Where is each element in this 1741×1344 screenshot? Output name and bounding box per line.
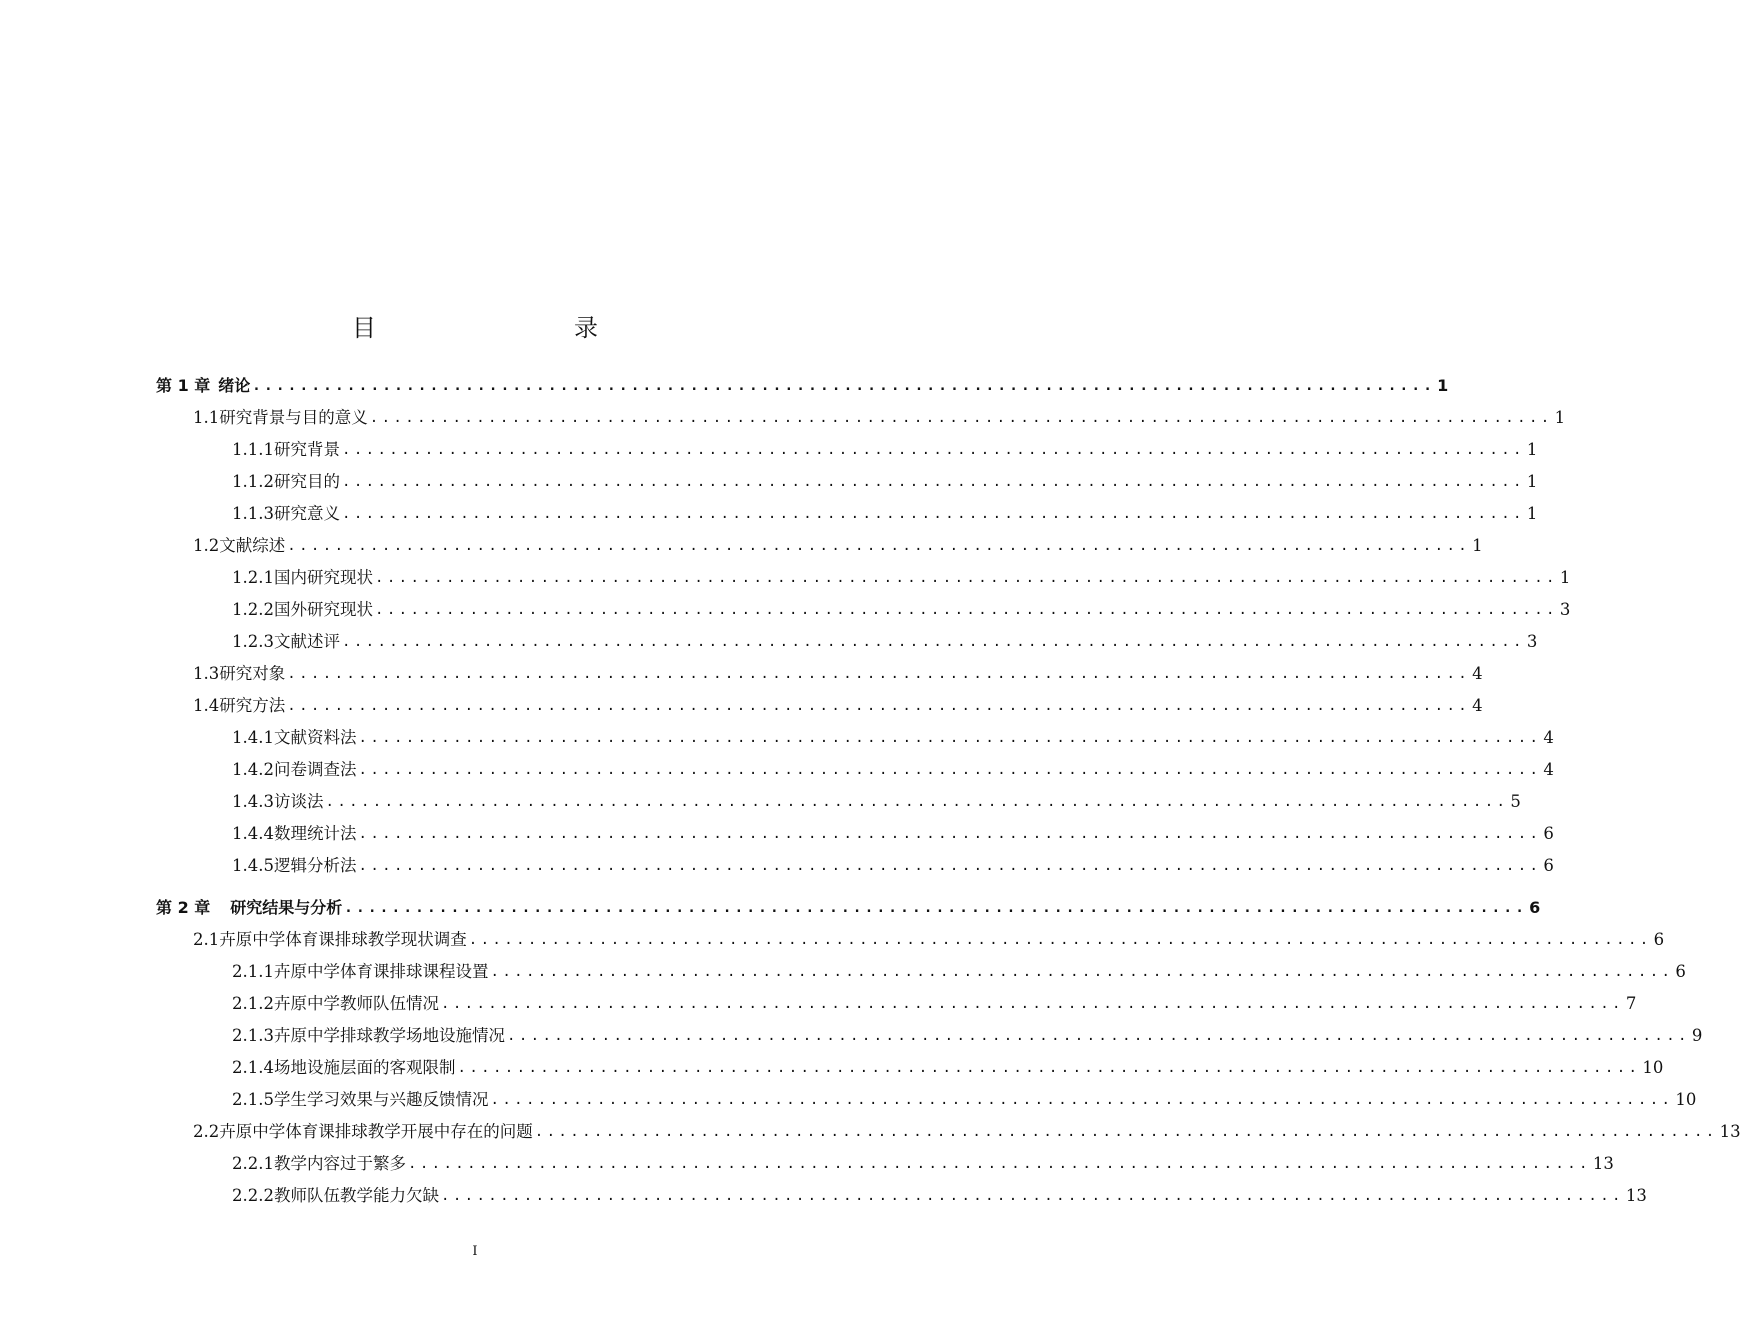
toc-entry[interactable]: [232, 502, 1538, 526]
toc-entry[interactable]: [193, 694, 1483, 718]
toc-entry-page: 6: [1543, 824, 1554, 843]
toc-entry[interactable]: [232, 992, 1637, 1016]
toc-entry-page: 13: [1719, 1122, 1741, 1141]
toc-leader-dots: ....................................................................................................: [341, 442, 1525, 458]
toc-entry-text: 教学内容过于繁多: [273, 1154, 406, 1173]
toc-entry-page: 10: [1675, 1090, 1697, 1109]
toc-entry-text: 数理统计法: [273, 824, 357, 843]
toc-leader-dots: ....................................................................................................: [468, 932, 1652, 948]
toc-entry-number: 1.2.1: [232, 568, 274, 587]
toc-entry-text: 国内研究现状: [273, 568, 373, 587]
toc-entry-text: 教师队伍教学能力欠缺: [273, 1186, 439, 1205]
toc-leader-dots: ....................................................................................................: [457, 1060, 1641, 1076]
toc-entry[interactable]: [232, 470, 1538, 494]
toc-leader-dots: ....................................................................................................: [369, 410, 1553, 426]
toc-entry-number: 1.2: [193, 536, 220, 555]
toc-leader-dots: ....................................................................................................: [374, 570, 1558, 586]
toc-entry[interactable]: [193, 928, 1665, 952]
toc-entry-text: 卉原中学体育课排球课程设置: [273, 962, 489, 981]
toc-leader-dots: ....................................................................................................: [374, 602, 1558, 618]
toc-leader-dots: ....................................................................................................: [490, 964, 1674, 980]
toc-entry-text: 研究意义: [273, 504, 340, 523]
toc-entry[interactable]: [193, 1120, 1741, 1144]
toc-entry-text: 文献综述: [219, 536, 286, 555]
toc-entry-page: 1: [1559, 568, 1571, 587]
toc-entry-number: 1.3: [193, 664, 220, 683]
toc-entry-page: 4: [1543, 760, 1554, 779]
toc-entry-text: 文献述评: [273, 632, 340, 651]
toc-entry-text: 访谈法: [273, 792, 324, 811]
toc-entry-number: 1.1.1: [232, 440, 274, 459]
toc-leader-dots: ....................................................................................................: [407, 1156, 1591, 1172]
toc-leader-dots: ....................................................................................................: [325, 794, 1509, 810]
toc-entry-page: 1: [1526, 472, 1538, 491]
toc-entry-number: 2.2: [193, 1122, 220, 1141]
toc-entry-number: 1.4.2: [232, 760, 274, 779]
toc-entry-page: 4: [1543, 728, 1554, 747]
toc-entry-page: 1: [1472, 536, 1483, 555]
toc-entry-number: 2.2.1: [232, 1154, 274, 1173]
toc-leader-dots: ....................................................................................................: [252, 378, 1436, 394]
toc-entry-text: 研究背景与目的意义: [219, 408, 368, 427]
toc-entry-page: 13: [1625, 1186, 1647, 1205]
toc-entry-page: 4: [1472, 696, 1483, 715]
toc-entry-number: 2.1.2: [232, 994, 274, 1013]
toc-entry-text: 场地设施层面的客观限制: [273, 1058, 456, 1077]
toc-entry-page: 10: [1642, 1058, 1664, 1077]
toc-entry[interactable]: [232, 960, 1686, 984]
toc-entry[interactable]: [232, 854, 1554, 878]
toc-leader-dots: ....................................................................................................: [341, 634, 1525, 650]
toc-entry-page: 6: [1543, 856, 1554, 875]
toc-entry[interactable]: [232, 1184, 1647, 1208]
toc-entry-page: 1: [1554, 408, 1566, 427]
toc-entry-page: 3: [1526, 632, 1538, 651]
toc-entry[interactable]: [193, 406, 1566, 430]
toc-entry-page: 13: [1592, 1154, 1614, 1173]
toc-entry-number: 1.1.2: [232, 472, 274, 491]
toc-entry[interactable]: [232, 630, 1538, 654]
toc-entry[interactable]: [232, 1056, 1664, 1080]
toc-entry-page: 6: [1529, 898, 1541, 917]
toc-entry-text: 卉原中学排球教学场地设施情况: [273, 1026, 505, 1045]
toc-entry-page: 6: [1675, 962, 1686, 981]
toc-entry-text: 研究结果与分析: [230, 898, 343, 917]
toc-entry-number: 第 2 章: [156, 898, 211, 917]
toc-leader-dots: ....................................................................................................: [287, 538, 1471, 554]
toc-entry-number: 2.1.5: [232, 1090, 274, 1109]
toc-entry-number: 第 1 章: [156, 376, 211, 395]
toc-entry-text: 问卷调查法: [273, 760, 357, 779]
toc-leader-dots: ....................................................................................................: [358, 762, 1542, 778]
toc-entry-number: 1.4.5: [232, 856, 274, 875]
toc-entry-text: 研究背景: [273, 440, 340, 459]
toc-entry-text: 研究方法: [219, 696, 286, 715]
toc-leader-dots: ....................................................................................................: [440, 1188, 1624, 1204]
toc-entry[interactable]: [156, 896, 1541, 920]
toc-entry[interactable]: [232, 758, 1554, 782]
toc-entry-text: 逻辑分析法: [273, 856, 357, 875]
toc-leader-dots: ....................................................................................................: [490, 1092, 1674, 1108]
toc-entry-page: 1: [1437, 376, 1449, 395]
toc-entry-text: 研究对象: [219, 664, 286, 683]
page-number-footer: I: [472, 1244, 478, 1259]
toc-entry[interactable]: [232, 822, 1554, 846]
toc-entry[interactable]: [193, 662, 1483, 686]
toc-entry-number: 1.4.3: [232, 792, 274, 811]
toc-entry[interactable]: [156, 374, 1449, 398]
toc-entry-text: 绪论: [218, 376, 251, 395]
toc-entry-number: 1.1.3: [232, 504, 274, 523]
toc-entry-page: 4: [1472, 664, 1483, 683]
toc-entry-page: 3: [1559, 600, 1571, 619]
toc-entry[interactable]: [232, 598, 1571, 622]
toc-entry-number: 2.1.4: [232, 1058, 274, 1077]
toc-entry-number: 1.4.4: [232, 824, 274, 843]
toc-entry-number: 1.2.3: [232, 632, 274, 651]
toc-leader-dots: ....................................................................................................: [440, 996, 1624, 1012]
toc-entry-number: 2.1: [193, 930, 220, 949]
toc-entry-page: 1: [1526, 504, 1538, 523]
toc-leader-dots: ....................................................................................................: [534, 1124, 1718, 1140]
toc-entry[interactable]: [232, 1152, 1614, 1176]
toc-entry-number: 1.2.2: [232, 600, 274, 619]
toc-entry-text: 卉原中学教师队伍情况: [273, 994, 439, 1013]
toc-leader-dots: ....................................................................................................: [287, 666, 1471, 682]
toc-entry[interactable]: [232, 1088, 1697, 1112]
toc-entry-page: 5: [1510, 792, 1521, 811]
toc-entry-number: 1.4: [193, 696, 220, 715]
toc-entry-text: 国外研究现状: [273, 600, 373, 619]
toc-entry[interactable]: [232, 566, 1571, 590]
toc-entry-text: 卉原中学体育课排球教学开展中存在的问题: [219, 1122, 533, 1141]
toc-entry[interactable]: [232, 726, 1554, 750]
toc-entry-page: 6: [1653, 930, 1665, 949]
toc-entry-page: 7: [1625, 994, 1637, 1013]
toc-entry-text: 研究目的: [273, 472, 340, 491]
toc-leader-dots: ....................................................................................................: [341, 506, 1525, 522]
toc-entry-page: 9: [1691, 1026, 1703, 1045]
toc-entry-number: 1.4.1: [232, 728, 274, 747]
toc-leader-dots: ....................................................................................................: [344, 900, 1528, 916]
toc-entry-text: 卉原中学体育课排球教学现状调查: [219, 930, 467, 949]
toc-entry[interactable]: [193, 534, 1483, 558]
toc-title: 目 录: [352, 314, 648, 342]
toc-leader-dots: ....................................................................................................: [506, 1028, 1690, 1044]
toc-entry-text: 学生学习效果与兴趣反馈情况: [273, 1090, 489, 1109]
toc-entry[interactable]: [232, 438, 1538, 462]
toc-leader-dots: ....................................................................................................: [287, 698, 1471, 714]
toc-entry-number: 1.1: [193, 408, 220, 427]
toc-entry-text: 文献资料法: [273, 728, 357, 747]
toc-entry[interactable]: [232, 790, 1521, 814]
toc-leader-dots: ....................................................................................................: [341, 474, 1525, 490]
toc-entry-number: 2.1.3: [232, 1026, 274, 1045]
toc-entry[interactable]: [232, 1024, 1703, 1048]
toc-leader-dots: ....................................................................................................: [358, 730, 1542, 746]
toc-entry-page: 1: [1526, 440, 1538, 459]
toc-leader-dots: ....................................................................................................: [358, 858, 1542, 874]
toc-entry-number: 2.2.2: [232, 1186, 274, 1205]
toc-entry-number: 2.1.1: [232, 962, 274, 981]
toc-leader-dots: ....................................................................................................: [358, 826, 1542, 842]
